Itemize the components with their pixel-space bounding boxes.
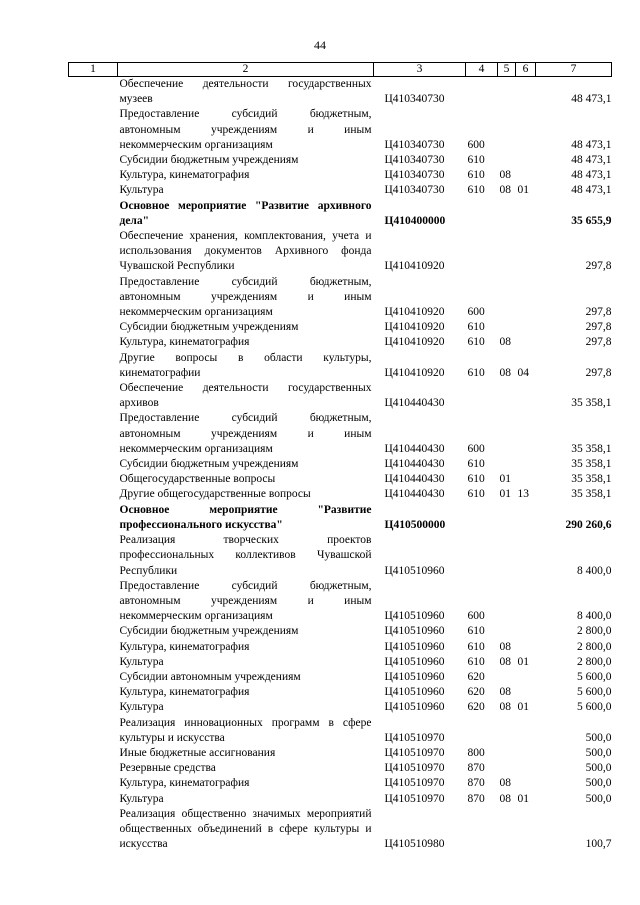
target-code: Ц410440430 xyxy=(384,473,445,486)
table-row xyxy=(69,776,612,791)
column-header-7: 7 xyxy=(536,63,612,77)
section-code xyxy=(498,457,516,472)
target-code: Ц410510960 xyxy=(384,640,445,653)
row-number-cell xyxy=(69,670,118,685)
target-code: Ц410510960 xyxy=(384,686,445,699)
subsection-code xyxy=(516,533,536,579)
expense-type xyxy=(466,807,498,853)
subsection-code xyxy=(516,716,536,746)
section-code xyxy=(498,229,516,275)
target-code: Ц410510970 xyxy=(384,777,445,790)
row-name: Другие общегосударственные вопросы xyxy=(119,488,311,501)
target-code: Ц410510970 xyxy=(384,792,445,805)
row-name: Обеспечение деятельности государственных архивов xyxy=(119,382,372,410)
target-code: Ц410440430 xyxy=(384,458,445,471)
expense-type: 610 xyxy=(467,336,485,349)
page-number: 44 xyxy=(314,38,326,52)
amount: 48 473,1 xyxy=(571,169,612,182)
target-code: Ц410410920 xyxy=(384,366,445,379)
subsection-code xyxy=(516,168,536,183)
section-code: 08 xyxy=(499,640,511,653)
row-number-cell xyxy=(69,716,118,746)
table-row xyxy=(69,792,612,807)
section-code: 08 xyxy=(499,777,511,790)
expense-type: 800 xyxy=(467,746,485,759)
target-code: Ц410410920 xyxy=(384,336,445,349)
row-name: Другие вопросы в области культуры, кинематографии xyxy=(119,351,372,379)
table-row xyxy=(69,183,612,198)
amount: 2 800,0 xyxy=(577,655,612,668)
section-code xyxy=(498,761,516,776)
section-code xyxy=(498,199,516,229)
row-number-cell xyxy=(69,624,118,639)
amount: 297,8 xyxy=(585,321,612,334)
section-code: 08 xyxy=(499,184,511,197)
table-row xyxy=(69,685,612,700)
row-name: Резервные средства xyxy=(119,762,216,775)
section-code xyxy=(498,411,516,457)
target-code: Ц410440430 xyxy=(384,442,445,455)
amount: 35 358,1 xyxy=(571,488,612,501)
row-name: Субсидии автономным учреждениям xyxy=(119,670,301,683)
subsection-code xyxy=(516,579,536,625)
subsection-code xyxy=(516,807,536,853)
row-name: Реализация инновационных программ в сфере культуры и искусства xyxy=(119,716,372,744)
section-code: 08 xyxy=(499,336,511,349)
expense-type: 620 xyxy=(467,686,485,699)
table-row xyxy=(69,199,612,229)
row-number-cell xyxy=(69,746,118,761)
table-row xyxy=(69,275,612,321)
table-row xyxy=(69,579,612,625)
row-number-cell xyxy=(69,320,118,335)
table-row xyxy=(69,746,612,761)
section-code xyxy=(498,716,516,746)
table-row xyxy=(69,351,612,381)
expense-type: 610 xyxy=(467,655,485,668)
subsection-code xyxy=(516,746,536,761)
expense-type: 620 xyxy=(467,670,485,683)
table-row xyxy=(69,381,612,411)
table-row xyxy=(69,229,612,275)
subsection-code xyxy=(516,335,536,350)
amount: 35 358,1 xyxy=(571,397,612,410)
row-name: Субсидии бюджетным учреждениям xyxy=(119,458,299,471)
section-code xyxy=(498,670,516,685)
column-header-6: 6 xyxy=(516,63,536,77)
row-name: Культура, кинематография xyxy=(119,777,250,790)
target-code: Ц410340730 xyxy=(384,93,445,106)
amount: 5 600,0 xyxy=(577,701,612,714)
row-number-cell xyxy=(69,168,118,183)
target-code: Ц410510960 xyxy=(384,655,445,668)
amount: 8 400,0 xyxy=(577,564,612,577)
target-code: Ц410510970 xyxy=(384,746,445,759)
target-code: Ц410410920 xyxy=(384,321,445,334)
expense-type: 870 xyxy=(467,777,485,790)
table-body xyxy=(69,77,612,853)
row-number-cell xyxy=(69,335,118,350)
section-code: 08 xyxy=(499,701,511,714)
section-code: 01 xyxy=(499,473,511,486)
column-header-5: 5 xyxy=(498,63,516,77)
table-row xyxy=(69,457,612,472)
expense-type xyxy=(466,199,498,229)
amount: 500,0 xyxy=(585,792,612,805)
target-code: Ц410340730 xyxy=(384,154,445,167)
section-code: 08 xyxy=(499,169,511,182)
section-code xyxy=(498,275,516,321)
target-code: Ц410510980 xyxy=(384,838,445,851)
subsection-code xyxy=(516,472,536,487)
column-header-1: 1 xyxy=(69,63,118,77)
table-row xyxy=(69,487,612,502)
section-code: 01 xyxy=(499,488,511,501)
amount: 35 358,1 xyxy=(571,442,612,455)
row-name: Обеспечение деятельности государственных музеев xyxy=(119,78,372,106)
row-name: Культура xyxy=(119,655,164,668)
row-name: Субсидии бюджетным учреждениям xyxy=(119,154,299,167)
row-name: Основное мероприятие "Развитие профессионального искусства" xyxy=(119,503,372,531)
table-row xyxy=(69,153,612,168)
target-code: Ц410510970 xyxy=(384,731,445,744)
subsection-code xyxy=(516,77,536,108)
row-number-cell xyxy=(69,655,118,670)
target-code: Ц410500000 xyxy=(384,518,446,531)
amount: 2 800,0 xyxy=(577,625,612,638)
table-row xyxy=(69,761,612,776)
target-code: Ц410510960 xyxy=(384,610,445,623)
expense-type: 600 xyxy=(467,138,485,151)
subsection-code xyxy=(516,199,536,229)
section-code xyxy=(498,107,516,153)
target-code: Ц410440430 xyxy=(384,397,445,410)
row-name: Культура xyxy=(119,701,164,714)
section-code: 08 xyxy=(499,686,511,699)
section-code xyxy=(498,503,516,533)
target-code: Ц410510960 xyxy=(384,670,445,683)
target-code: Ц410510960 xyxy=(384,625,445,638)
section-code xyxy=(498,533,516,579)
target-code: Ц410340730 xyxy=(384,138,445,151)
table-row xyxy=(69,533,612,579)
target-code: Ц410510960 xyxy=(384,564,445,577)
column-header-4: 4 xyxy=(466,63,498,77)
section-code: 08 xyxy=(499,366,511,379)
row-number-cell xyxy=(69,761,118,776)
amount: 500,0 xyxy=(585,762,612,775)
expense-type: 870 xyxy=(467,762,485,775)
row-name: Культура, кинематография xyxy=(119,169,250,182)
amount: 500,0 xyxy=(585,731,612,744)
column-header-3: 3 xyxy=(374,63,466,77)
expense-type: 600 xyxy=(467,306,485,319)
row-number-cell xyxy=(69,183,118,198)
subsection-code xyxy=(516,670,536,685)
row-number-cell xyxy=(69,503,118,533)
amount: 297,8 xyxy=(585,336,612,349)
amount: 500,0 xyxy=(585,746,612,759)
table-row xyxy=(69,670,612,685)
table-row xyxy=(69,411,612,457)
row-number-cell xyxy=(69,229,118,275)
expense-type: 610 xyxy=(467,473,485,486)
row-name: Культура, кинематография xyxy=(119,336,250,349)
table-row xyxy=(69,107,612,153)
expense-type xyxy=(466,77,498,108)
row-number-cell xyxy=(69,487,118,502)
subsection-code xyxy=(516,411,536,457)
row-number-cell xyxy=(69,381,118,411)
subsection-code: 04 xyxy=(517,366,529,379)
row-number-cell xyxy=(69,199,118,229)
expense-type: 610 xyxy=(467,458,485,471)
table-row xyxy=(69,716,612,746)
row-number-cell xyxy=(69,77,118,108)
budget-table xyxy=(68,62,612,852)
table-row xyxy=(69,77,612,108)
expense-type: 600 xyxy=(467,442,485,455)
target-code: Ц410440430 xyxy=(384,488,445,501)
row-name: Культура, кинематография xyxy=(119,640,250,653)
target-code: Ц410510960 xyxy=(384,701,445,714)
subsection-code xyxy=(516,381,536,411)
target-code: Ц410340730 xyxy=(384,184,445,197)
row-number-cell xyxy=(69,776,118,791)
amount: 8 400,0 xyxy=(577,610,612,623)
amount: 297,8 xyxy=(585,366,612,379)
expense-type: 610 xyxy=(467,488,485,501)
subsection-code xyxy=(516,229,536,275)
subsection-code xyxy=(516,320,536,335)
subsection-code xyxy=(516,624,536,639)
row-number-cell xyxy=(69,457,118,472)
row-name: Реализация творческих проектов профессиональных коллективов Чувашской Республики xyxy=(119,534,372,577)
section-code xyxy=(498,807,516,853)
table-row xyxy=(69,700,612,715)
subsection-code: 01 xyxy=(517,655,529,668)
target-code: Ц410410920 xyxy=(384,260,445,273)
amount: 100,7 xyxy=(585,838,612,851)
expense-type: 610 xyxy=(467,640,485,653)
amount: 5 600,0 xyxy=(577,670,612,683)
row-number-cell xyxy=(69,107,118,153)
row-number-cell xyxy=(69,792,118,807)
expense-type: 610 xyxy=(467,154,485,167)
section-code xyxy=(498,624,516,639)
amount: 48 473,1 xyxy=(571,184,612,197)
subsection-code: 01 xyxy=(517,701,529,714)
subsection-code xyxy=(516,776,536,791)
row-name: Иные бюджетные ассигнования xyxy=(119,746,276,759)
amount: 290 260,6 xyxy=(565,518,612,531)
target-code: Ц410410920 xyxy=(384,306,445,319)
table-row xyxy=(69,655,612,670)
row-name: Культура, кинематография xyxy=(119,686,250,699)
row-number-cell xyxy=(69,411,118,457)
amount: 35 655,9 xyxy=(571,214,612,227)
amount: 35 358,1 xyxy=(571,458,612,471)
table-row xyxy=(69,624,612,639)
row-number-cell xyxy=(69,640,118,655)
amount: 48 473,1 xyxy=(571,138,612,151)
amount: 35 358,1 xyxy=(571,473,612,486)
table-row xyxy=(69,472,612,487)
subsection-code: 01 xyxy=(517,792,529,805)
expense-type xyxy=(466,229,498,275)
table-row xyxy=(69,503,612,533)
row-name: Культура xyxy=(119,792,164,805)
target-code: Ц410400000 xyxy=(384,214,446,227)
row-name: Предоставление субсидий бюджетным, автономным учреждениям и иным некоммерческим организациям xyxy=(119,412,372,455)
subsection-code xyxy=(516,640,536,655)
row-name: Предоставление субсидий бюджетным, автономным учреждениям и иным некоммерческим организациям xyxy=(119,275,372,319)
expense-type: 610 xyxy=(467,169,485,182)
row-name: Предоставление субсидий бюджетным, автономным учреждениям и иным некоммерческим организациям xyxy=(119,108,372,151)
expense-type: 610 xyxy=(467,184,485,197)
row-number-cell xyxy=(69,351,118,381)
subsection-code xyxy=(516,503,536,533)
section-code: 08 xyxy=(499,792,511,805)
row-number-cell xyxy=(69,472,118,487)
expense-type: 610 xyxy=(467,366,485,379)
amount: 297,8 xyxy=(585,306,612,319)
subsection-code xyxy=(516,685,536,700)
amount: 500,0 xyxy=(585,777,612,790)
table-row xyxy=(69,335,612,350)
section-code xyxy=(498,381,516,411)
expense-type: 600 xyxy=(467,610,485,623)
row-name: Основное мероприятие "Развитие архивного дела" xyxy=(119,199,372,227)
expense-type: 610 xyxy=(467,321,485,334)
subsection-code: 01 xyxy=(517,184,529,197)
amount: 5 600,0 xyxy=(577,686,612,699)
expense-type xyxy=(466,503,498,533)
row-name: Культура xyxy=(119,184,164,197)
table-row xyxy=(69,807,612,853)
table-row xyxy=(69,640,612,655)
table-row xyxy=(69,320,612,335)
row-name: Предоставление субсидий бюджетным, автономным учреждениям и иным некоммерческим организациям xyxy=(119,579,372,623)
row-name: Субсидии бюджетным учреждениям xyxy=(119,321,299,334)
row-name: Субсидии бюджетным учреждениям xyxy=(119,625,299,638)
column-header-2: 2 xyxy=(118,63,374,77)
amount: 48 473,1 xyxy=(571,154,612,167)
expense-type xyxy=(466,716,498,746)
row-name: Обеспечение хранения, комплектования, учета и использования документов Архивного фонда Чувашской Республики xyxy=(119,230,372,273)
row-number-cell xyxy=(69,275,118,321)
section-code xyxy=(498,77,516,108)
row-name: Общегосударственные вопросы xyxy=(119,473,276,486)
table-row xyxy=(69,168,612,183)
section-code: 08 xyxy=(499,655,511,668)
expense-type xyxy=(466,533,498,579)
expense-type: 620 xyxy=(467,701,485,714)
row-number-cell xyxy=(69,153,118,168)
section-code xyxy=(498,746,516,761)
subsection-code xyxy=(516,761,536,776)
subsection-code xyxy=(516,153,536,168)
row-number-cell xyxy=(69,700,118,715)
target-code: Ц410510970 xyxy=(384,762,445,775)
section-code xyxy=(498,579,516,625)
row-number-cell xyxy=(69,579,118,625)
expense-type: 870 xyxy=(467,792,485,805)
expense-type: 610 xyxy=(467,625,485,638)
row-name: Реализация общественно значимых мероприятий общественных объединений в сфере культуры и искусства xyxy=(119,807,372,851)
expense-type xyxy=(466,381,498,411)
row-number-cell xyxy=(69,533,118,579)
target-code: Ц410340730 xyxy=(384,169,445,182)
section-code xyxy=(498,320,516,335)
section-code xyxy=(498,153,516,168)
row-number-cell xyxy=(69,807,118,853)
amount: 48 473,1 xyxy=(571,93,612,106)
subsection-code xyxy=(516,107,536,153)
row-number-cell xyxy=(69,685,118,700)
amount: 297,8 xyxy=(585,260,612,273)
subsection-code xyxy=(516,275,536,321)
amount: 2 800,0 xyxy=(577,640,612,653)
subsection-code: 13 xyxy=(517,488,529,501)
subsection-code xyxy=(516,457,536,472)
table-header-row xyxy=(69,63,612,77)
